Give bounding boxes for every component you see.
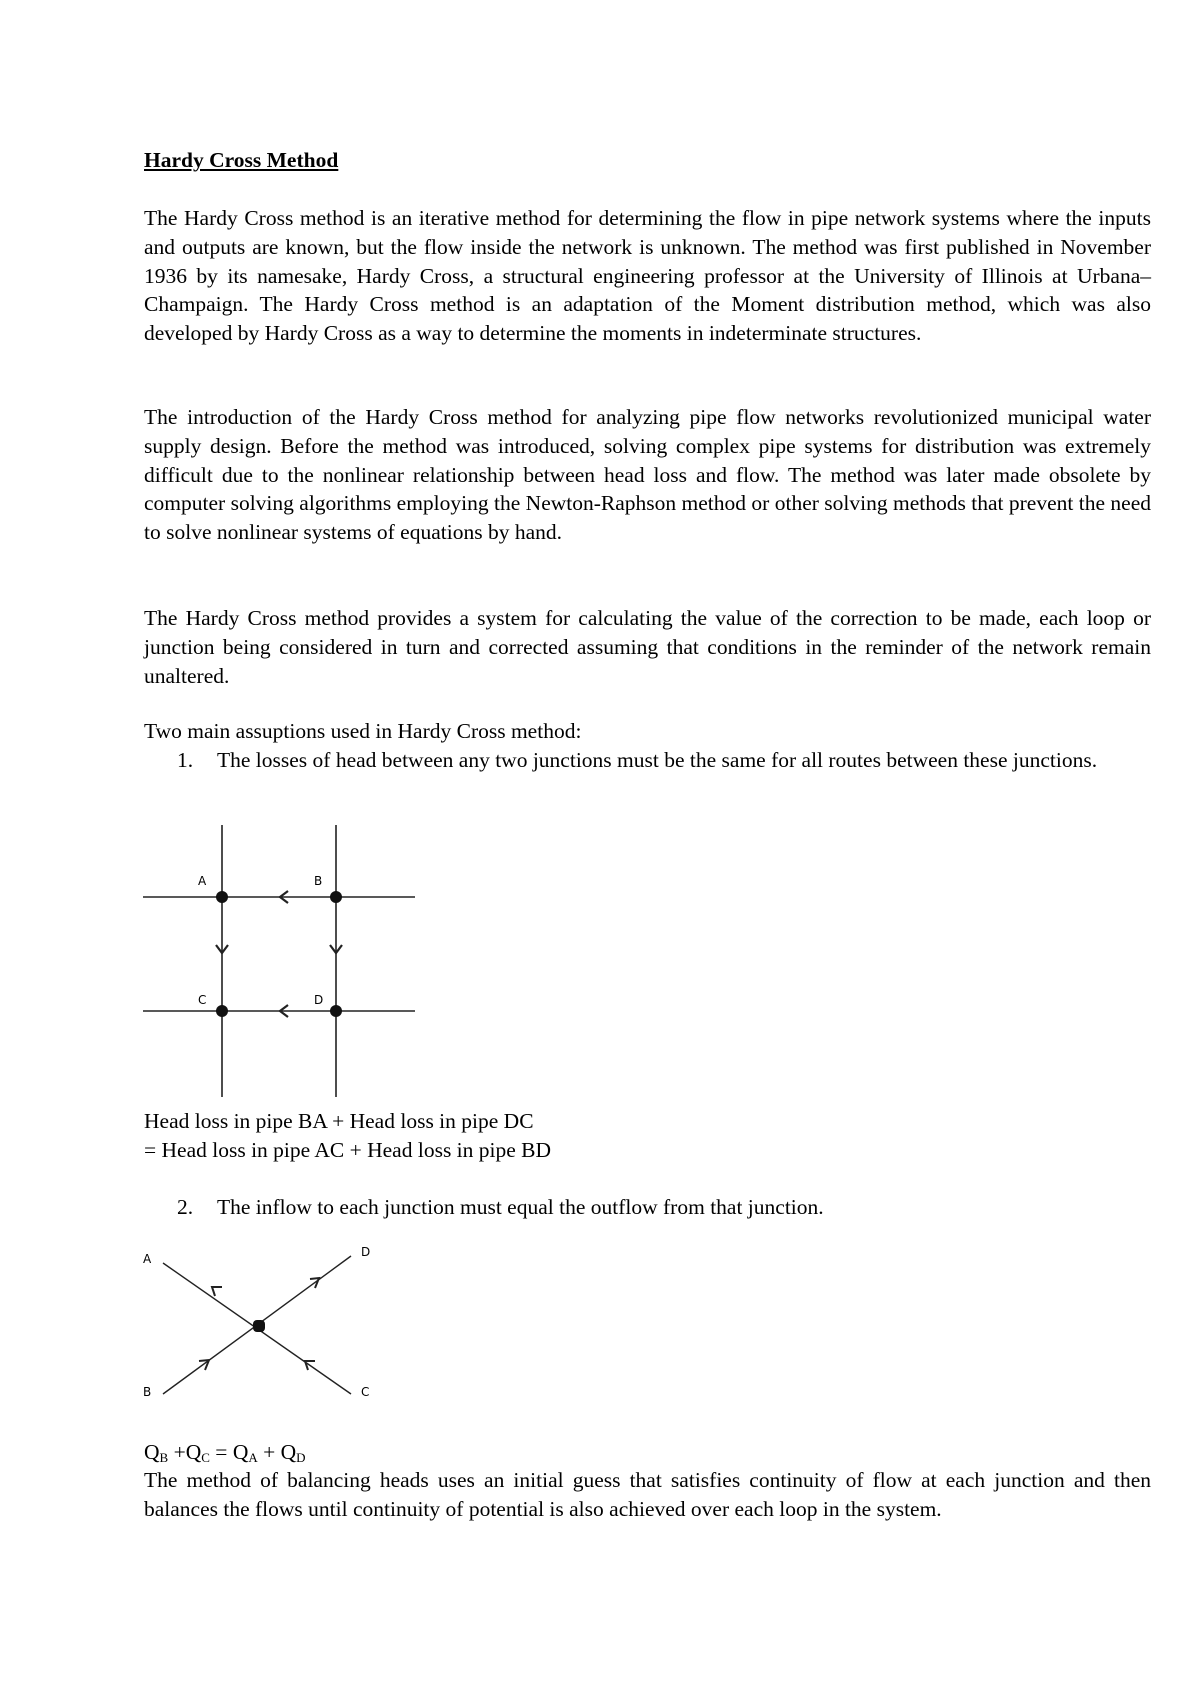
final-paragraph: The method of balancing heads uses an initial guess that satisfies continuity of flow at each junction and then balances the flows until continuity of potential is also achieved over each loop in the system. bbox=[144, 1468, 1151, 1521]
headloss-line-1: Head loss in pipe BA + Head loss in pipe DC bbox=[144, 1109, 534, 1133]
assumption-1: The losses of head between any two junctions must be the same for all routes between these junctions. bbox=[217, 748, 1098, 772]
label-d: D bbox=[314, 993, 324, 1007]
label-c2: C bbox=[361, 1385, 370, 1399]
assumptions-intro: Two main assuptions used in Hardy Cross method: bbox=[144, 719, 582, 743]
paragraph-3: The Hardy Cross method provides a system for calculating the value of the correction to be made, each loop or junction being considered in turn and corrected assuming that conditions in the reminder of the network remain unaltered. bbox=[144, 606, 1151, 688]
junction-d bbox=[330, 1005, 342, 1017]
junction-center bbox=[253, 1320, 265, 1332]
document-title: Hardy Cross Method bbox=[144, 148, 339, 172]
list-number-2: 2. bbox=[177, 1195, 194, 1219]
paragraph-2: The introduction of the Hardy Cross method for analyzing pipe flow networks revolutionized municipal water supply design. Before the method was introduced, solving complex pipe systems for distribution was extremely difficult due to the nonlinear relationship between head loss and flow. The method was later made obsolete by computer solving algorithms employing the Newton-Raphson method or other solving methods that prevent the need to solve nonlinear systems of equations by hand. bbox=[144, 405, 1151, 545]
label-a2: A bbox=[143, 1252, 152, 1266]
label-b2: B bbox=[143, 1385, 152, 1399]
list-number-1: 1. bbox=[177, 748, 194, 772]
paragraph-1: The Hardy Cross method is an iterative method for determining the flow in pipe network systems where the inputs and outputs are known, but the flow inside the network is unknown. The method was first published in November 1936 by its namesake, Hardy Cross, a structural engineering professor at the University of Illinois at Urbana–Champaign. The Hardy Cross method is an adaptation of the Moment distribution method, which was also developed by Hardy Cross as a way to determine the moments in indeterminate structures. bbox=[144, 206, 1151, 346]
label-c: C bbox=[198, 993, 207, 1007]
assumption-2: The inflow to each junction must equal the outflow from that junction. bbox=[217, 1195, 824, 1219]
label-b: B bbox=[314, 874, 323, 888]
label-a: A bbox=[198, 874, 207, 888]
continuity-equation: $Q_B +Q_C = Q_A + Q_D$ bbox=[144, 1440, 306, 1465]
headloss-line-2: = Head loss in pipe AC + Head loss in pipe BD bbox=[144, 1138, 552, 1162]
label-d2: D bbox=[361, 1245, 371, 1259]
junction-c bbox=[216, 1005, 228, 1017]
junction-b bbox=[330, 891, 342, 903]
junction-a bbox=[216, 891, 228, 903]
